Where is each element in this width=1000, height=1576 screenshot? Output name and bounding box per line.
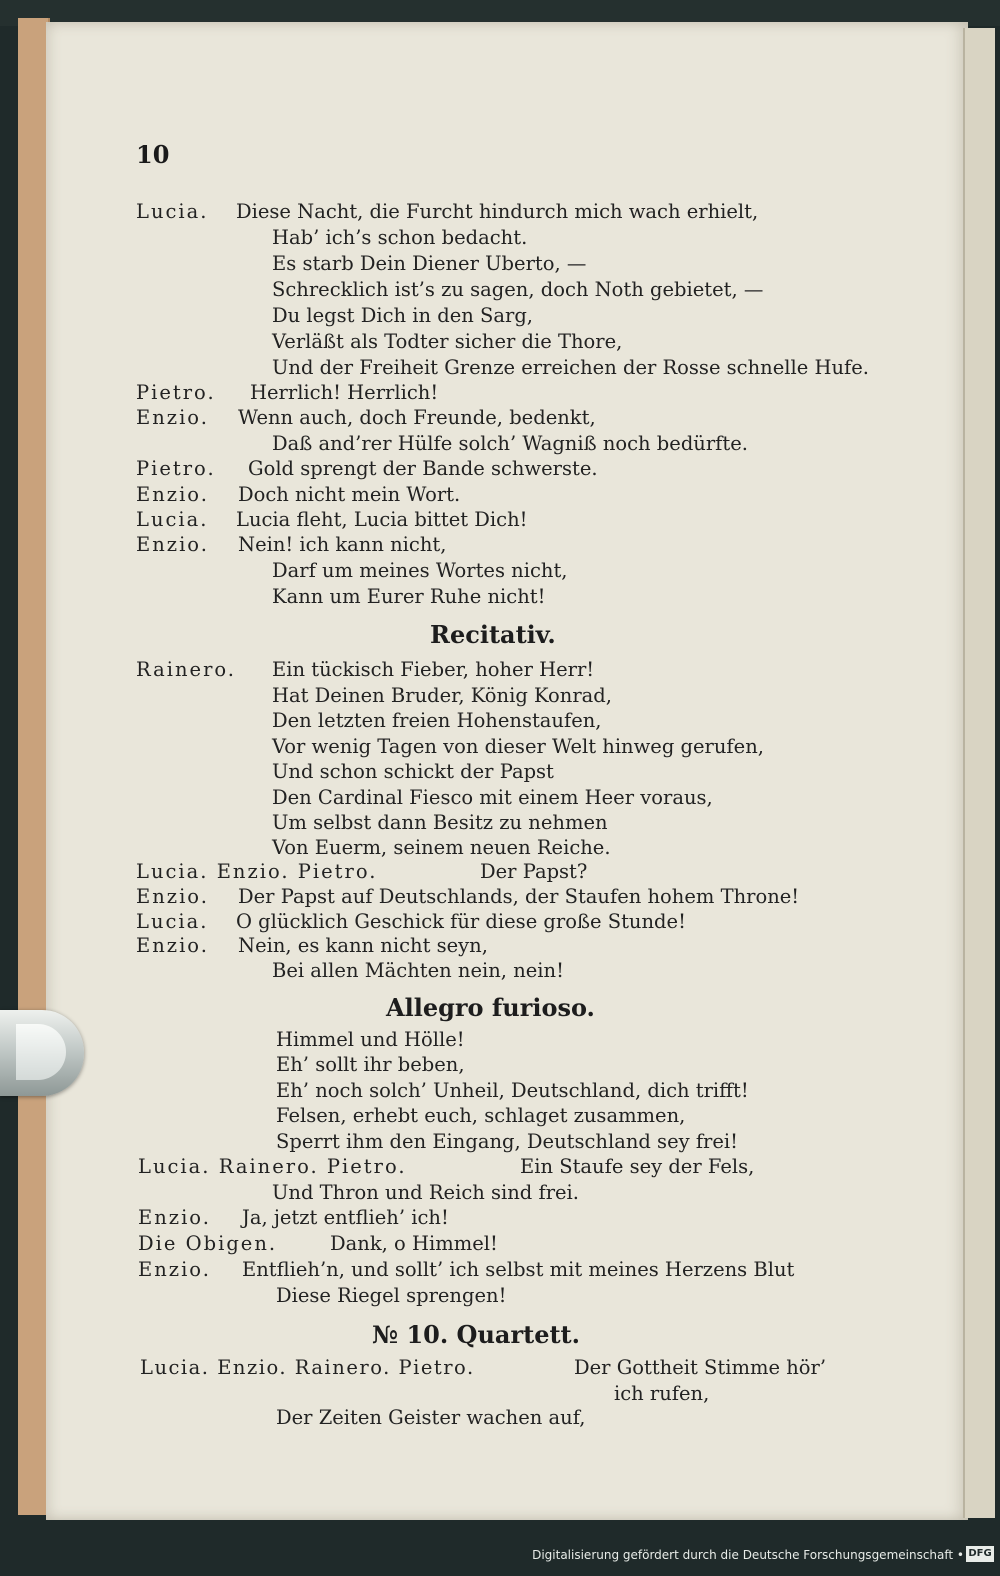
verse-line: Und Thron und Reich sind frei. xyxy=(272,1181,579,1204)
speaker-label: Rainero. xyxy=(136,658,237,681)
digitization-footer xyxy=(0,1520,1000,1576)
speaker-label: Enzio. xyxy=(138,1206,211,1229)
speaker-label: Lucia. Enzio. Rainero. Pietro. xyxy=(140,1356,475,1379)
verse-line: Ein tückisch Fieber, hoher Herr! xyxy=(272,658,595,681)
verse-line: Und der Freiheit Grenze erreichen der Rosse schnelle Hufe. xyxy=(272,356,869,379)
verse-line: Den letzten freien Hohenstaufen, xyxy=(272,709,602,732)
speaker-label: Lucia. xyxy=(136,200,209,223)
verse-line: Herrlich! Herrlich! xyxy=(250,381,439,404)
section-heading: Allegro furioso. xyxy=(386,993,595,1022)
verse-line: Kann um Eurer Ruhe nicht! xyxy=(272,585,546,608)
verse-line: Verläßt als Todter sicher die Thore, xyxy=(272,330,623,353)
speaker-label: Pietro. xyxy=(136,381,216,404)
speaker-label: Enzio. xyxy=(136,533,209,556)
verse-line: Nein, es kann nicht seyn, xyxy=(238,934,488,957)
verse-line: Der Zeiten Geister wachen auf, xyxy=(276,1406,586,1429)
verse-line: Wenn auch, doch Freunde, bedenkt, xyxy=(238,406,596,429)
speaker-label: Enzio. xyxy=(138,1258,211,1281)
verse-line: Darf um meines Wortes nicht, xyxy=(272,559,568,582)
verse-line: Himmel und Hölle! xyxy=(276,1028,465,1051)
speaker-label: Enzio. xyxy=(136,483,209,506)
verse-line: Eh’ sollt ihr beben, xyxy=(276,1053,465,1076)
verse-line: Der Papst auf Deutschlands, der Staufen hohem Throne! xyxy=(238,885,800,908)
verse-line: Gold sprengt der Bande schwerste. xyxy=(248,457,598,480)
speaker-label: Enzio. xyxy=(136,934,209,957)
verse-line: Um selbst dann Besitz zu nehmen xyxy=(272,811,608,834)
speaker-label: Die Obigen. xyxy=(138,1232,278,1255)
verse-line: Es starb Dein Diener Uberto, — xyxy=(272,252,587,275)
verse-line: Diese Riegel sprengen! xyxy=(276,1284,507,1307)
verse-line: Der Gottheit Stimme hör’ xyxy=(574,1356,827,1379)
verse-line: Sperrt ihm den Eingang, Deutschland sey frei! xyxy=(276,1130,738,1153)
verse-line: Hab’ ich’s schon bedacht. xyxy=(272,226,528,249)
verse-line: Und schon schickt der Papst xyxy=(272,760,554,783)
speaker-label: Lucia. xyxy=(136,910,209,933)
verse-line: Dank, o Himmel! xyxy=(330,1232,498,1255)
speaker-label: Lucia. xyxy=(136,508,209,531)
speaker-label: Pietro. xyxy=(136,457,216,480)
verse-line: Hat Deinen Bruder, König Konrad, xyxy=(272,684,612,707)
verse-line: Ein Staufe sey der Fels, xyxy=(520,1155,755,1178)
speaker-label: Lucia. Enzio. Pietro. xyxy=(136,860,378,883)
verse-line: Den Cardinal Fiesco mit einem Heer voraus, xyxy=(272,786,713,809)
verse-line: Diese Nacht, die Furcht hindurch mich wach erhielt, xyxy=(236,200,759,223)
verse-line: Felsen, erhebt euch, schlaget zusammen, xyxy=(276,1104,686,1127)
verse-line: Doch nicht mein Wort. xyxy=(238,483,461,506)
verse-line: Nein! ich kann nicht, xyxy=(238,533,447,556)
verse-line: Der Papst? xyxy=(480,860,588,883)
number-heading: № 10. Quartett. xyxy=(372,1320,580,1349)
speaker-label: Enzio. xyxy=(136,406,209,429)
verse-line: Von Euerm, seinem neuen Reiche. xyxy=(272,836,611,859)
verse-line: Bei allen Mächten nein, nein! xyxy=(272,959,564,982)
verse-line: Vor wenig Tagen von dieser Welt hinweg gerufen, xyxy=(272,735,764,758)
speaker-label: Lucia. Rainero. Pietro. xyxy=(138,1155,407,1178)
verse-line: O glücklich Geschick für diese große Stunde! xyxy=(236,910,686,933)
verse-line: Lucia fleht, Lucia bittet Dich! xyxy=(236,508,528,531)
verse-line: Daß and’rer Hülfe solch’ Wagniß noch bedürfte. xyxy=(272,432,748,455)
verse-line: Schrecklich ist’s zu sagen, doch Noth gebietet, — xyxy=(272,278,764,301)
verse-line: Du legst Dich in den Sarg, xyxy=(272,304,534,327)
verse-line: Entflieh’n, und sollt’ ich selbst mit meines Herzens Blut xyxy=(242,1258,795,1281)
verse-line: Ja, jetzt entflieh’ ich! xyxy=(242,1206,449,1229)
verse-line: ich rufen, xyxy=(614,1382,710,1405)
funding-credit: Digitalisierung gefördert durch die Deutsche Forschungsgemeinschaft • xyxy=(532,1548,964,1562)
speaker-label: Enzio. xyxy=(136,885,209,908)
verse-line: Eh’ noch solch’ Unheil, Deutschland, dich trifft! xyxy=(276,1079,749,1102)
page-number: 10 xyxy=(136,140,170,169)
section-heading: Recitativ. xyxy=(430,620,556,649)
dfg-logo: DFG xyxy=(966,1546,994,1562)
